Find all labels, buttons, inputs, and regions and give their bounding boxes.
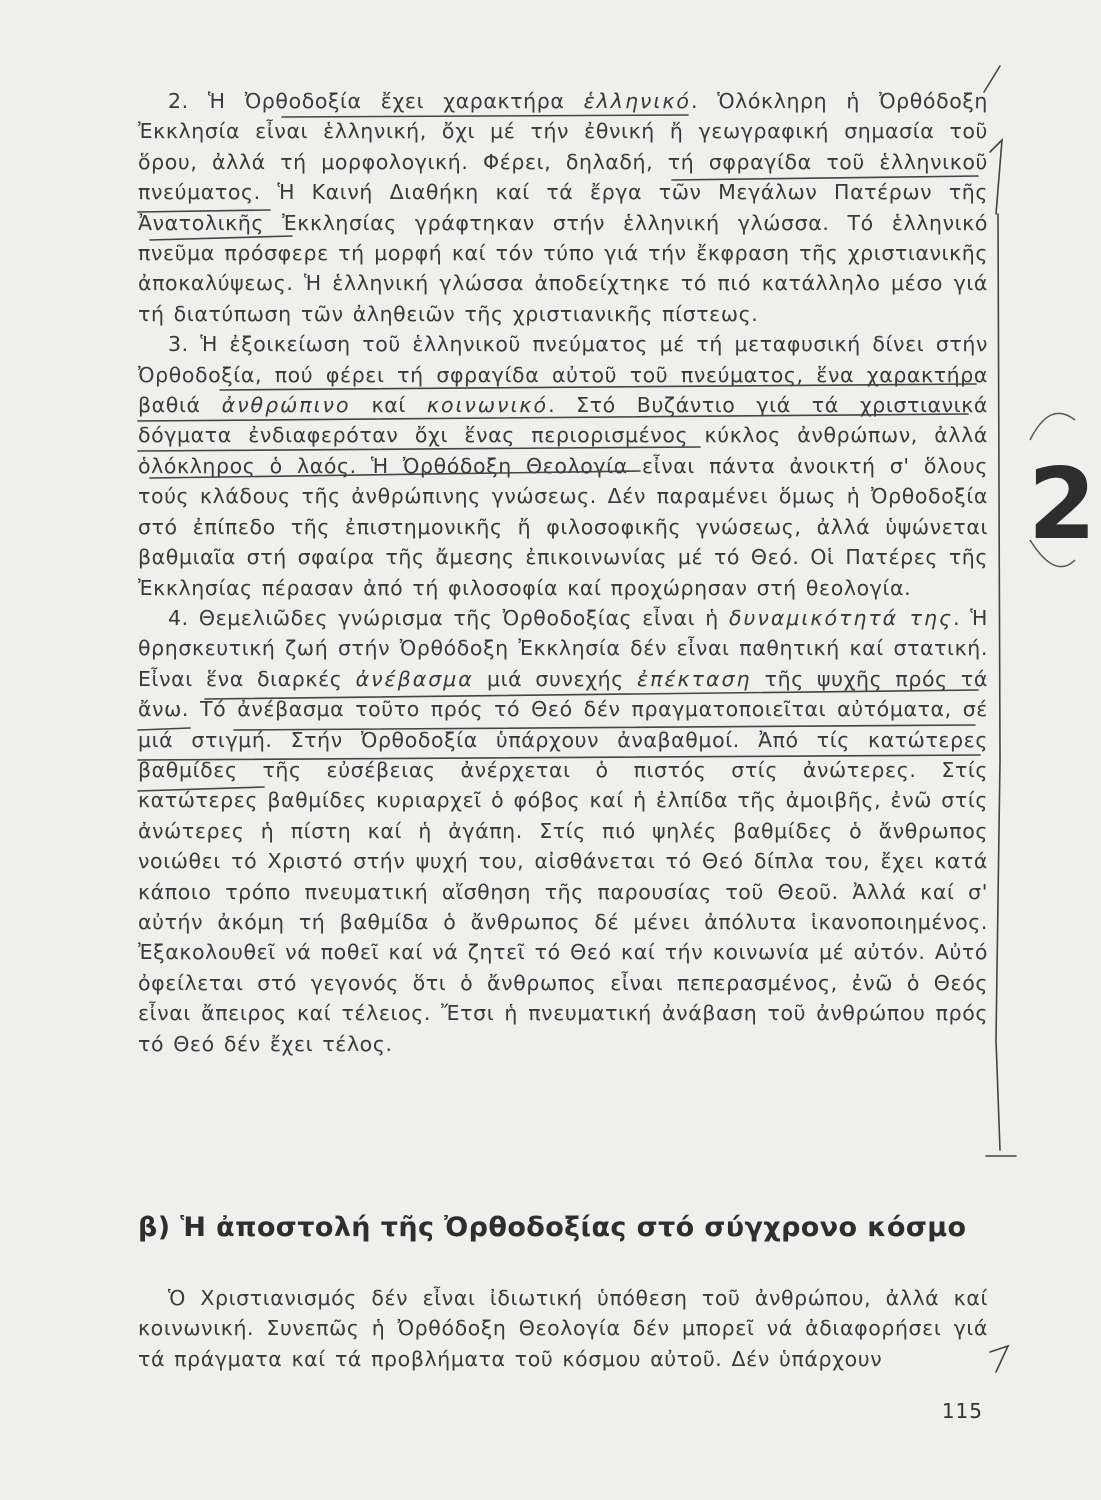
paragraph-4-emphasis-1: δυναμικότητά της	[729, 605, 954, 630]
paragraph-2-part-c: . Ὁλόκληρη ἡ Ὀρθόδοξη Ἐκκλησία εἶναι ἑλληνική, ὄχι μέ τήν ἐθνική ἤ γεωγραφική σημασία τοῦ ὅρου, ἀλλά τή μορφολογική. Φέρει, δηλαδή, τή σφραγίδα τοῦ ἑλληνικοῦ πνεύματος. Ἡ Καινή Διαθήκη καί τά ἔργα τῶν Μεγάλων Πατέρων τῆς Ἀνατολικῆς Ἐκκλησίας γράφτηκαν στήν ἑλληνική γλώσσα. Τό ἑλληνικό πνεῦμα πρόσφερε τή μορφή καί τόν τύπο γιά τήν ἔκφραση τῆς χριστιανικῆς ἀποκαλύψεως. Ἡ ἑλληνική γλώσσα ἀποδείχτηκε τό πιό κατάλληλο μέσο γιά τή διατύπωση τῶν ἀληθειῶν τῆς χριστιανικῆς πίστεως.	[138, 89, 988, 326]
paragraph-4-emphasis-3: ἐπέκταση	[637, 666, 752, 691]
main-text-block	[138, 86, 988, 1059]
paragraph-3-part-a: 3. Ἡ ἐξοικείωση τοῦ ἑλληνικοῦ πνεύματος μέ τή μεταφυσική δίνει στήν Ὀρθοδοξία, πού φέρει τή σφραγίδα αὐτοῦ τοῦ πνεύματος, ἕνα χαρακτήρα βαθιά	[138, 332, 988, 418]
paragraph-3-part-c: καί	[350, 393, 427, 418]
margin-bracket-side	[996, 214, 1000, 1150]
margin-note-text: 2	[1028, 448, 1097, 562]
paragraph-5: Ὁ Χριστιανισμός δέν εἶναι ἰδιωτική ὑπόθεση τοῦ ἀνθρώπου, ἀλλά καί κοινωνική. Συνεπῶς ἡ Ὀρθόδοξη Θεολογία δέν μπορεῖ νά ἀδιαφορήσει γιά τά πράγματα καί τά προβλήματα τοῦ κόσμου αὐτοῦ. Δέν ὑπάρχουν	[138, 1286, 988, 1371]
margin-curve-lower	[1030, 540, 1075, 567]
paragraph-2-part-a: 2. Ἡ Ὀρθοδοξία ἔχει χαρακτήρα	[168, 89, 584, 113]
page-number: 115	[941, 1399, 983, 1423]
paragraph-2-emphasis: ἑλληνικό	[583, 89, 691, 113]
paragraph-4-part-c: . Ἡ θρησκευτική ζωή στήν Ὀρθόδοξη Ἐκκλησία δέν εἶναι παθητική καί στατική. Εἶναι ἕνα διαρκές	[138, 605, 988, 691]
paragraph-4	[138, 603, 988, 1059]
paragraph-4-part-e: μιά συνεχής	[473, 666, 638, 691]
paragraph-3-part-e: . Στό Βυζάντιο γιά τά χριστιανικά δόγματα ἐνδιαφερόταν ὄχι ἕνας περιορισμένος κύκλος ἀνθρώπων, ἀλλά ὁλόκληρος ὁ λαός. Ἡ Ὀρθόδοξη Θεολογία εἶναι πάντα ἀνοικτή σ' ὅλους τούς κλάδους τῆς ἀνθρώπινης γνώσεως. Δέν παραμένει ὅμως ἡ Ὀρθοδοξία στό ἐπίπεδο τῆς ἐπιστημονικῆς ἤ φιλοσοφικῆς γνώσεως, ἀλλά ὑψώνεται βαθμιαῖα στή σφαίρα τῆς ἄμεσης ἐπικοινωνίας μέ τό Θεό. Οἱ Πατέρες τῆς Ἐκκλησίας πέρασαν ἀπό τή φιλοσοφία καί προχώρησαν στή θεολογία.	[138, 393, 988, 600]
paragraph-4-part-a: 4. Θεμελιῶδες γνώρισμα τῆς Ὀρθοδοξίας εἶναι ἡ	[168, 605, 730, 630]
paragraph-3-emphasis-1: ἀνθρώπινο	[221, 393, 351, 418]
section-text-block	[138, 1283, 988, 1374]
section-heading: β) Ἡ ἀποστολή τῆς Ὀρθοδοξίας στό σύγχρονο κόσμο	[138, 1212, 967, 1243]
paragraph-2	[138, 86, 988, 329]
paragraph-3	[138, 329, 988, 603]
paragraph-4-emphasis-2: ἀνέβασμα	[355, 666, 474, 691]
paragraph-3-emphasis-2: κοινωνικό	[426, 393, 549, 418]
margin-note-2	[1028, 413, 1096, 566]
margin-curve	[1030, 413, 1075, 440]
paragraph-4-part-g: τῆς ψυχῆς πρός τά ἄνω. Τό ἀνέβασμα τοῦτο πρός τό Θεό δέν πραγματοποιεῖται αὐτόματα, σέ μιά στιγμή. Στήν Ὀρθοδοξία ὑπάρχουν ἀναβαθμοί. Ἀπό τίς κατώτερες βαθμίδες τῆς εὐσέβειας ἀνέρχεται ὁ πιστός στίς ἀνώτερες. Στίς κατώτερες βαθμίδες κυριαρχεῖ ὁ φόβος καί ἡ ἐλπίδα τῆς ἀμοιβῆς, ἐνῶ στίς ἀνώτερες ἡ πίστη καί ἡ ἀγάπη. Στίς πιό ψηλές βαθμίδες ὁ ἄνθρωπος νοιώθει τό Χριστό στήν ψυχή του, αἰσθάνεται τό Θεό δίπλα του, ἔχει κατά κάποιο τρόπο πνευματική αἴσθηση τῆς παρουσίας τοῦ Θεοῦ. Ἀλλά καί σ' αὐτήν ἀκόμη τή βαθμίδα ὁ ἄνθρωπος δέ μένει ἀπόλυτα ἱκανοποιημένος. Ἐξακολουθεῖ νά ποθεῖ καί νά ζητεῖ τό Θεό καί τήν κοινωνία μέ αὐτόν. Αὐτό ὀφείλεται στό γεγονός ὅτι ὁ ἄνθρωπος εἶναι πεπερασμένος, ἐνῶ ὁ Θεός εἶναι ἄπειρος καί τέλειος. Ἔτσι ἡ πνευματική ἀνάβαση τοῦ ἀνθρώπου πρός τό Θεό δέν ἔχει τέλος.	[138, 666, 988, 1056]
margin-bracket-lower	[990, 1346, 1008, 1372]
